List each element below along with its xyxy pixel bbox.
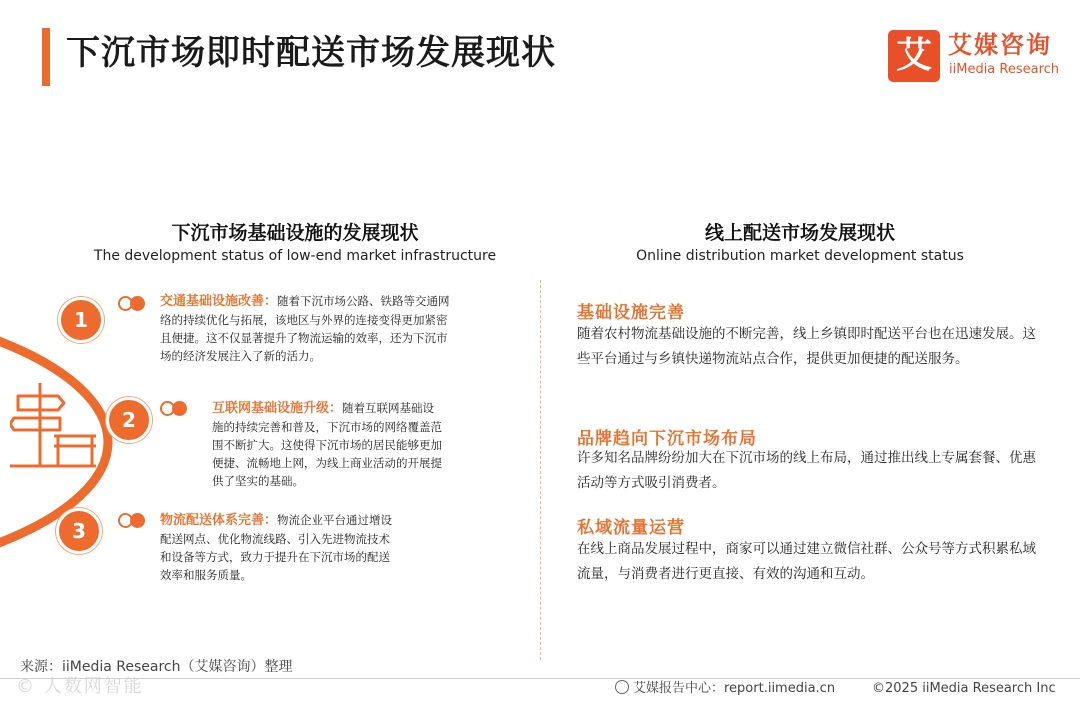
right-section-title: 线上配送市场发展现状 <box>704 222 895 244</box>
brand-logo <box>888 30 1063 84</box>
footer-divider <box>0 678 1080 679</box>
source-note: 来源：iiMedia Research（艾媒咨询）整理 <box>20 659 293 675</box>
toggle-icon <box>118 296 146 310</box>
left-section-subtitle: The development status of low-end market infrastructure <box>93 248 497 264</box>
item-heading: 互联网基础设施升级： <box>212 401 343 416</box>
column-divider <box>540 280 541 660</box>
logo-text-en: iiMedia Research <box>949 62 1060 77</box>
item-heading: 物流配送体系完善： <box>160 513 278 528</box>
item-body: 随着互联网基础设施的持续完善和普及，下沉市场的网络覆盖范围不断扩大。这使得下沉市场的居民能够更加便捷、流畅地上网，为线上商业活动的开展提供了坚实的基础。 <box>212 401 442 488</box>
right-body-2: 许多知名品牌纷纷加大在下沉市场的线上布局，通过推出线上专属套餐、优惠活动等方式吸引消费者。 <box>577 450 1036 491</box>
title-accent-bar <box>42 28 50 86</box>
step-number-2: 2 <box>106 397 152 443</box>
item-body: 物流企业平台通过增设配送网点、优化物流线路、引入先进物流技术和设备等方式，致力于提升在下沉市场的配送效率和服务质量。 <box>160 513 393 582</box>
infrastructure-item-1 <box>160 292 450 365</box>
footer-copyright: ©2025 iiMedia Research Inc <box>872 681 1056 696</box>
right-body-1: 随着农村物流基础设施的不断完善，线上乡镇即时配送平台也在迅速发展。这些平台通过与乡镇快递物流站点合作，提供更加便捷的配送服务。 <box>577 326 1036 367</box>
step-number-1: 1 <box>58 297 104 343</box>
right-section-subtitle: Online distribution market development status <box>636 248 964 264</box>
logo-mark-icon: 艾 <box>888 30 940 82</box>
toggle-icon <box>118 513 146 527</box>
left-section-title: 下沉市场基础设施的发展现状 <box>171 222 419 244</box>
right-heading-1: 基础设施完善 <box>577 303 685 323</box>
infrastructure-item-3 <box>160 511 396 584</box>
infrastructure-item-2 <box>212 399 444 490</box>
watermark: © 人数网智能 <box>16 676 144 697</box>
globe-icon <box>615 680 629 694</box>
footer-report-center <box>615 680 835 698</box>
item-heading: 交通基础设施改善： <box>160 294 278 309</box>
step-number-3: 3 <box>56 508 102 554</box>
signpost-bench-icon <box>10 378 100 468</box>
logo-text-cn: 艾媒咨询 <box>948 31 1052 59</box>
item-body: 随着下沉市场公路、铁路等交通网络的持续优化与拓展，该地区与外界的连接变得更加紧密且便捷。这不仅显著提升了物流运输的效率，还为下沉市场的经济发展注入了新的活力。 <box>160 294 450 363</box>
right-heading-3: 私域流量运营 <box>577 518 685 538</box>
right-body-3: 在线上商品发展过程中，商家可以通过建立微信社群、公众号等方式积累私域流量，与消费者进行更直接、有效的沟通和互动。 <box>577 541 1036 582</box>
page-title: 下沉市场即时配送市场发展现状 <box>66 33 556 73</box>
right-heading-2: 品牌趋向下沉市场布局 <box>577 429 757 449</box>
footer-report-link[interactable]: 艾媒报告中心：report.iimedia.cn <box>633 681 836 696</box>
toggle-icon <box>160 401 188 415</box>
